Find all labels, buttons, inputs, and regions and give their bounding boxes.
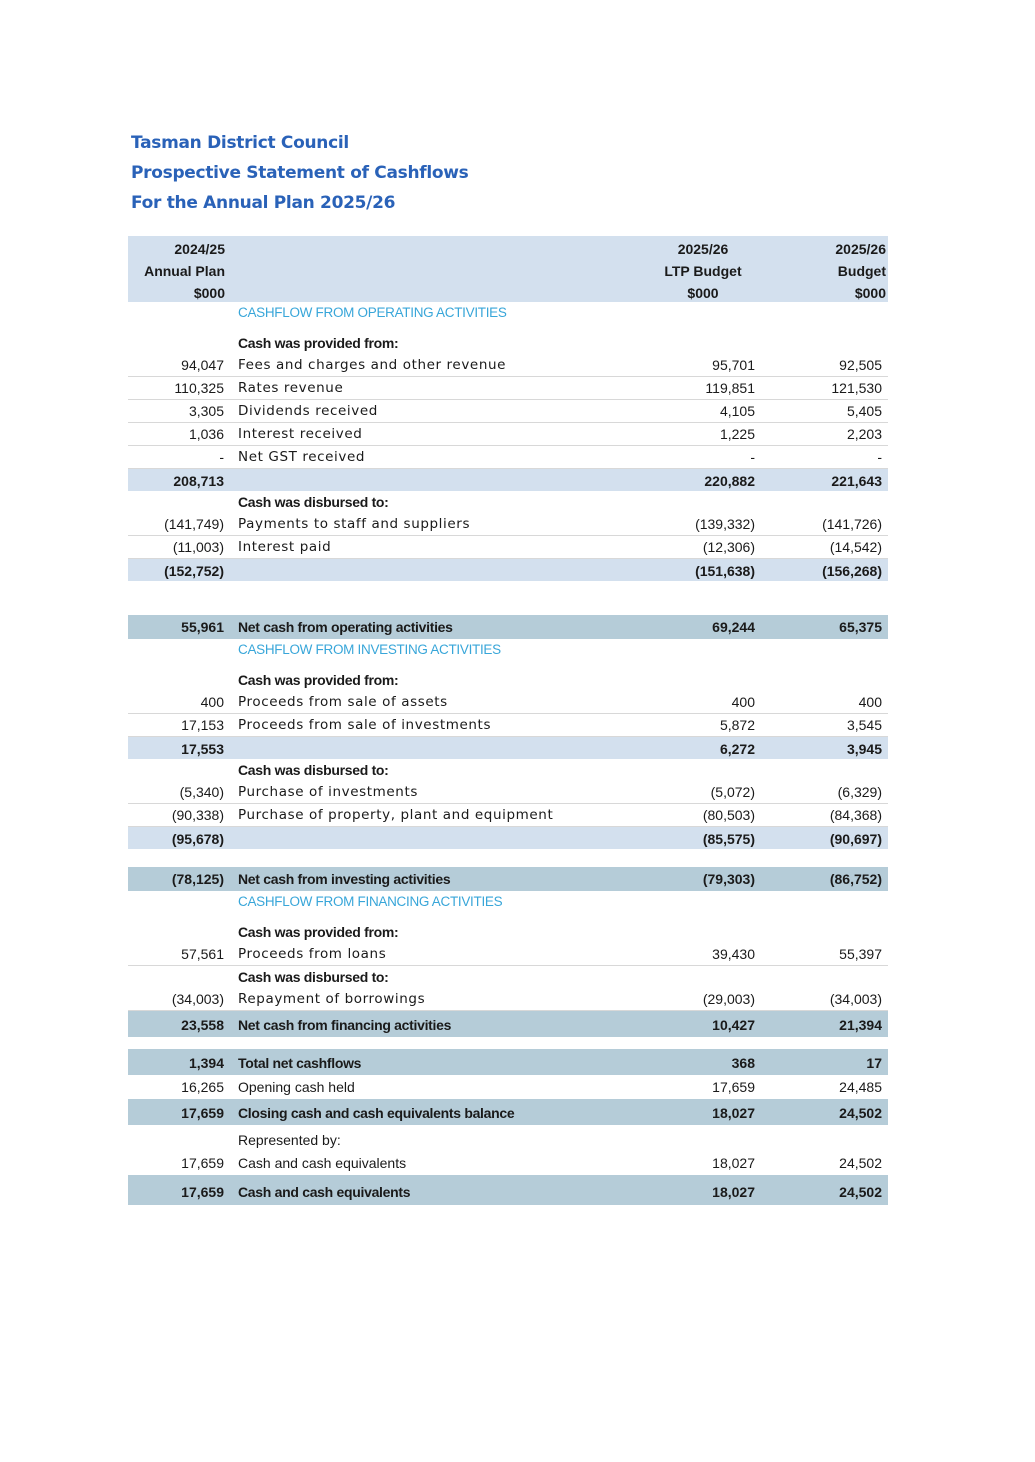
budget-cell: 21,394 — [839, 1017, 882, 1033]
ltp-budget-cell: (5,072) — [710, 784, 755, 800]
spacer-row — [128, 1037, 888, 1049]
table-row — [128, 1075, 888, 1099]
table-row — [128, 559, 888, 581]
row-label: Interest received — [238, 426, 363, 442]
col-header-ltp-budget-2025-26: 2025/26 LTP Budget $000 — [664, 241, 742, 301]
row-label: Proceeds from sale of assets — [238, 694, 448, 710]
row-label: Net GST received — [238, 449, 366, 465]
table-row — [128, 615, 888, 639]
budget-cell: (34,003) — [829, 991, 882, 1007]
ltp-budget-cell: 18,027 — [712, 1155, 755, 1171]
section-heading-row — [128, 891, 888, 921]
section-heading-row — [128, 302, 888, 332]
budget-cell: 3,945 — [846, 741, 882, 757]
subheading-row — [128, 921, 888, 943]
table-row — [128, 354, 888, 377]
row-label: Opening cash held — [238, 1079, 355, 1095]
spacer-row — [128, 581, 888, 615]
row-label: Fees and charges and other revenue — [238, 357, 507, 373]
annual-plan-cell: 208,713 — [173, 473, 224, 489]
budget-cell: 3,545 — [846, 717, 882, 733]
row-label: Closing cash and cash equivalents balance — [238, 1105, 515, 1121]
ltp-budget-cell: (29,003) — [702, 991, 755, 1007]
col-header-annual-plan-2024-25: 2024/25 Annual Plan $000 — [144, 241, 225, 301]
annual-plan-cell: 3,305 — [188, 403, 224, 419]
annual-plan-cell: 17,659 — [181, 1155, 224, 1171]
row-label: Net cash from financing activities — [238, 1017, 452, 1033]
table-row — [128, 943, 888, 966]
org-title: Tasman District Council — [131, 133, 349, 153]
annual-plan-cell: 17,659 — [181, 1184, 224, 1200]
ltp-budget-cell: 18,027 — [712, 1184, 755, 1200]
row-label: Cash was disbursed to: — [238, 969, 389, 985]
table-row — [128, 446, 888, 469]
table-row — [128, 804, 888, 827]
budget-cell: 55,397 — [839, 946, 882, 962]
row-label: Dividends received — [238, 403, 378, 419]
row-label: Cash was provided from: — [238, 672, 399, 688]
table-body — [128, 302, 888, 1205]
budget-cell: 121,530 — [831, 380, 882, 396]
budget-cell: (14,542) — [829, 539, 882, 555]
budget-cell: 17 — [866, 1055, 882, 1071]
table-row — [128, 781, 888, 804]
table-header — [128, 236, 888, 302]
annual-plan-cell: 55,961 — [181, 619, 224, 635]
ltp-budget-cell: 5,872 — [719, 717, 755, 733]
ltp-budget-cell: 4,105 — [719, 403, 755, 419]
row-label: Net cash from operating activities — [238, 619, 453, 635]
row-label: Total net cashflows — [238, 1055, 362, 1071]
row-label: Cash was provided from: — [238, 924, 399, 940]
row-label: Payments to staff and suppliers — [238, 516, 471, 532]
annual-plan-cell: 400 — [200, 694, 224, 710]
subheading-row — [128, 966, 888, 988]
annual-plan-cell: (11,003) — [172, 539, 224, 555]
budget-cell: 24,502 — [839, 1155, 882, 1171]
row-label: CASHFLOW FROM FINANCING ACTIVITIES — [238, 894, 503, 909]
budget-cell: (90,697) — [829, 831, 882, 847]
table-row — [128, 423, 888, 446]
table-row — [128, 867, 888, 891]
ltp-budget-cell: 39,430 — [712, 946, 755, 962]
cashflow-table — [128, 236, 888, 1205]
row-label: Represented by: — [238, 1132, 341, 1148]
budget-cell: (156,268) — [822, 563, 882, 579]
table-row — [128, 400, 888, 423]
ltp-budget-cell: (85,575) — [702, 831, 755, 847]
budget-cell: (84,368) — [829, 807, 882, 823]
budget-cell: 92,505 — [839, 357, 882, 373]
annual-plan-cell: 17,553 — [181, 741, 224, 757]
table-row — [128, 1125, 888, 1151]
table-row — [128, 469, 888, 491]
budget-cell: (6,329) — [837, 784, 882, 800]
annual-plan-cell: (5,340) — [179, 784, 224, 800]
annual-plan-cell: 94,047 — [181, 357, 224, 373]
budget-cell: 24,502 — [839, 1105, 882, 1121]
budget-cell: 24,502 — [839, 1184, 882, 1200]
ltp-budget-cell: - — [750, 449, 755, 465]
ltp-budget-cell: 95,701 — [712, 357, 755, 373]
ltp-budget-cell: 119,851 — [705, 380, 755, 396]
ltp-budget-cell: 1,225 — [719, 426, 755, 442]
budget-cell: 5,405 — [846, 403, 882, 419]
ltp-budget-cell: 6,272 — [719, 741, 755, 757]
ltp-budget-cell: (79,303) — [702, 871, 755, 887]
budget-cell: 2,203 — [846, 426, 882, 442]
subheading-row — [128, 669, 888, 691]
table-row — [128, 714, 888, 737]
table-row — [128, 1175, 888, 1205]
col-header-budget-2025-26: 2025/26 Budget $000 — [835, 241, 886, 301]
row-label: Net cash from investing activities — [238, 871, 451, 887]
section-heading-row — [128, 639, 888, 669]
row-label: Interest paid — [238, 539, 332, 555]
row-label: Cash was provided from: — [238, 335, 399, 351]
report-titles — [131, 128, 468, 218]
budget-cell: 221,643 — [831, 473, 882, 489]
annual-plan-cell: (90,338) — [171, 807, 224, 823]
budget-cell: (86,752) — [829, 871, 882, 887]
annual-plan-cell: (78,125) — [171, 871, 224, 887]
budget-cell: - — [877, 449, 882, 465]
annual-plan-cell: 1,394 — [188, 1055, 224, 1071]
table-row — [128, 1099, 888, 1125]
row-label: Purchase of investments — [238, 784, 418, 800]
ltp-budget-cell: 17,659 — [712, 1079, 755, 1095]
table-row — [128, 988, 888, 1011]
budget-cell: 24,485 — [839, 1079, 882, 1095]
ltp-budget-cell: 69,244 — [712, 619, 755, 635]
annual-plan-cell: 110,325 — [174, 380, 224, 396]
row-label: Cash was disbursed to: — [238, 762, 389, 778]
row-label: Rates revenue — [238, 380, 344, 396]
ltp-budget-cell: 368 — [731, 1055, 755, 1071]
row-label: CASHFLOW FROM OPERATING ACTIVITIES — [238, 305, 507, 320]
table-row — [128, 827, 888, 849]
annual-plan-cell: 17,153 — [181, 717, 224, 733]
subheading-row — [128, 491, 888, 513]
spacer-row — [128, 849, 888, 867]
table-row — [128, 377, 888, 400]
annual-plan-cell: 57,561 — [181, 946, 224, 962]
ltp-budget-cell: (80,503) — [702, 807, 755, 823]
ltp-budget-cell: 18,027 — [712, 1105, 755, 1121]
ltp-budget-cell: 220,882 — [704, 473, 755, 489]
table-row — [128, 536, 888, 559]
annual-plan-cell: 16,265 — [181, 1079, 224, 1095]
subheading-row — [128, 759, 888, 781]
annual-plan-cell: - — [219, 449, 224, 465]
budget-cell: (141,726) — [822, 516, 882, 532]
row-label: CASHFLOW FROM INVESTING ACTIVITIES — [238, 642, 501, 657]
ltp-budget-cell: 400 — [731, 694, 755, 710]
table-row — [128, 737, 888, 759]
ltp-budget-cell: (12,306) — [702, 539, 755, 555]
annual-plan-cell: (34,003) — [171, 991, 224, 1007]
row-label: Cash and cash equivalents — [238, 1155, 407, 1171]
annual-plan-cell: 1,036 — [188, 426, 224, 442]
annual-plan-cell: (95,678) — [171, 831, 224, 847]
ltp-budget-cell: (151,638) — [695, 563, 755, 579]
row-label: Cash was disbursed to: — [238, 494, 389, 510]
table-row — [128, 1151, 888, 1175]
table-row — [128, 1011, 888, 1037]
ltp-budget-cell: (139,332) — [695, 516, 755, 532]
budget-cell: 400 — [858, 694, 882, 710]
row-label: Repayment of borrowings — [238, 991, 426, 1007]
annual-plan-cell: 23,558 — [181, 1017, 224, 1033]
subheading-row — [128, 332, 888, 354]
table-row — [128, 513, 888, 536]
annual-plan-cell: (152,752) — [164, 563, 224, 579]
annual-plan-cell: 17,659 — [181, 1105, 224, 1121]
period-title: For the Annual Plan 2025/26 — [131, 193, 396, 213]
budget-cell: 65,375 — [839, 619, 882, 635]
table-row — [128, 1049, 888, 1075]
ltp-budget-cell: 10,427 — [712, 1017, 755, 1033]
annual-plan-cell: (141,749) — [164, 516, 224, 532]
statement-title: Prospective Statement of Cashflows — [131, 163, 469, 183]
row-label: Cash and cash equivalents — [238, 1184, 411, 1200]
row-label: Proceeds from loans — [238, 946, 387, 962]
row-label: Purchase of property, plant and equipment — [238, 807, 554, 823]
row-label: Proceeds from sale of investments — [238, 717, 492, 733]
table-row — [128, 691, 888, 714]
